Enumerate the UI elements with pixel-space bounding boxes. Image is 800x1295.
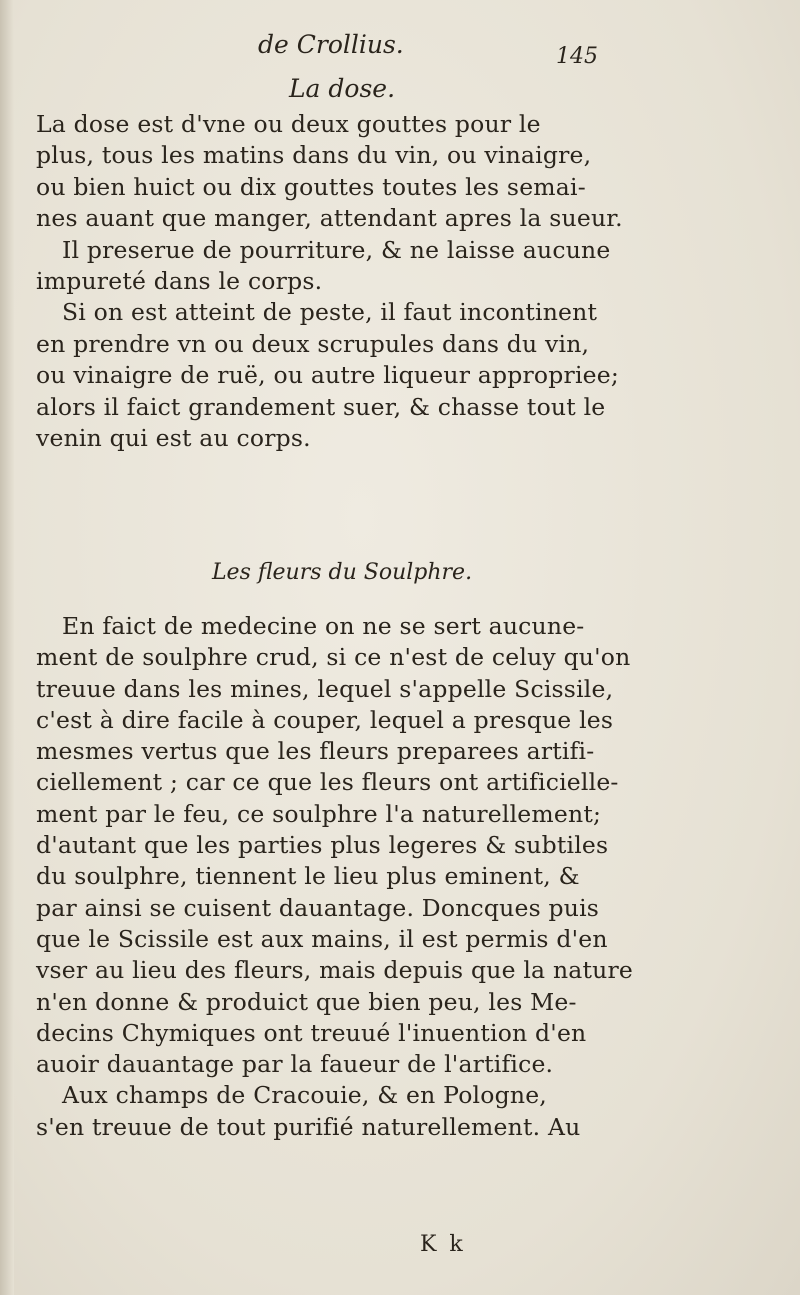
text-line: s'en treuue de tout purifié naturellement. Au	[36, 1112, 581, 1141]
text-line: alors il faict grandement suer, & chasse tout le	[36, 392, 606, 421]
text-line: treuue dans les mines, lequel s'appelle Scissile,	[36, 674, 614, 703]
text-line: vser au lieu des fleurs, mais depuis que la nature	[36, 956, 634, 985]
text-line: En faict de medecine on ne se sert aucune-	[62, 612, 585, 640]
text-line: n'en donne & produict que bien peu, les Me-	[36, 987, 577, 1016]
signature-mark: K k	[420, 1232, 466, 1257]
text-line: mesmes vertus que les fleurs preparees artifi-	[36, 737, 595, 766]
text-line: ou bien huict ou dix gouttes toutes les semai-	[36, 172, 586, 201]
text-line: en prendre vn ou deux scrupules dans du vin,	[36, 329, 590, 358]
text-line: decins Chymiques ont treuué l'inuention d'en	[36, 1018, 587, 1047]
text-line: ment par le feu, ce soulphre l'a naturellement;	[36, 799, 602, 828]
text-line: Il preserue de pourriture, & ne laisse aucune	[62, 235, 611, 264]
page-header	[0, 8, 800, 69]
paragraph-block-dose	[36, 109, 776, 454]
text-line: du soulphre, tiennent le lieu plus eminent, &	[36, 862, 580, 891]
section-title-dose: La dose.	[288, 74, 396, 103]
text-line: venin qui est au corps.	[36, 423, 311, 452]
section-title-soulphre: Les fleurs du Soulphre.	[211, 560, 473, 585]
text-line: Aux champs de Cracouie, & en Pologne,	[62, 1081, 547, 1110]
text-line: d'autant que les parties plus legeres & subtiles	[36, 831, 609, 860]
text-line: nes auant que manger, attendant apres la sueur.	[36, 204, 623, 233]
running-head: de Crollius.	[258, 30, 404, 59]
text-line: que le Scissile est aux mains, il est permis d'en	[36, 924, 608, 953]
text-line: ou vinaigre de ruë, ou autre liqueur appropriee;	[36, 361, 620, 390]
page-gutter	[0, 0, 14, 1295]
text-line: plus, tous les matins dans du vin, ou vinaigre,	[36, 141, 592, 170]
text-line: ciellement ; car ce que les fleurs ont artificielle-	[36, 768, 619, 797]
text-line: ment de soulphre crud, si ce n'est de celuy qu'on	[36, 643, 631, 672]
text-line: Si on est atteint de peste, il faut incontinent	[62, 298, 598, 327]
text-line: auoir dauantage par la faueur de l'artifice.	[36, 1050, 554, 1079]
text-line: La dose est d'vne ou deux gouttes pour le	[36, 110, 541, 138]
page-number: 145	[556, 44, 598, 69]
text-line: c'est à dire facile à couper, lequel a presque les	[36, 705, 614, 734]
text-line: par ainsi se cuisent dauantage. Doncques puis	[36, 893, 600, 922]
text-line: impureté dans le corps.	[36, 266, 323, 295]
paragraph-block-soulphre	[36, 611, 776, 1143]
